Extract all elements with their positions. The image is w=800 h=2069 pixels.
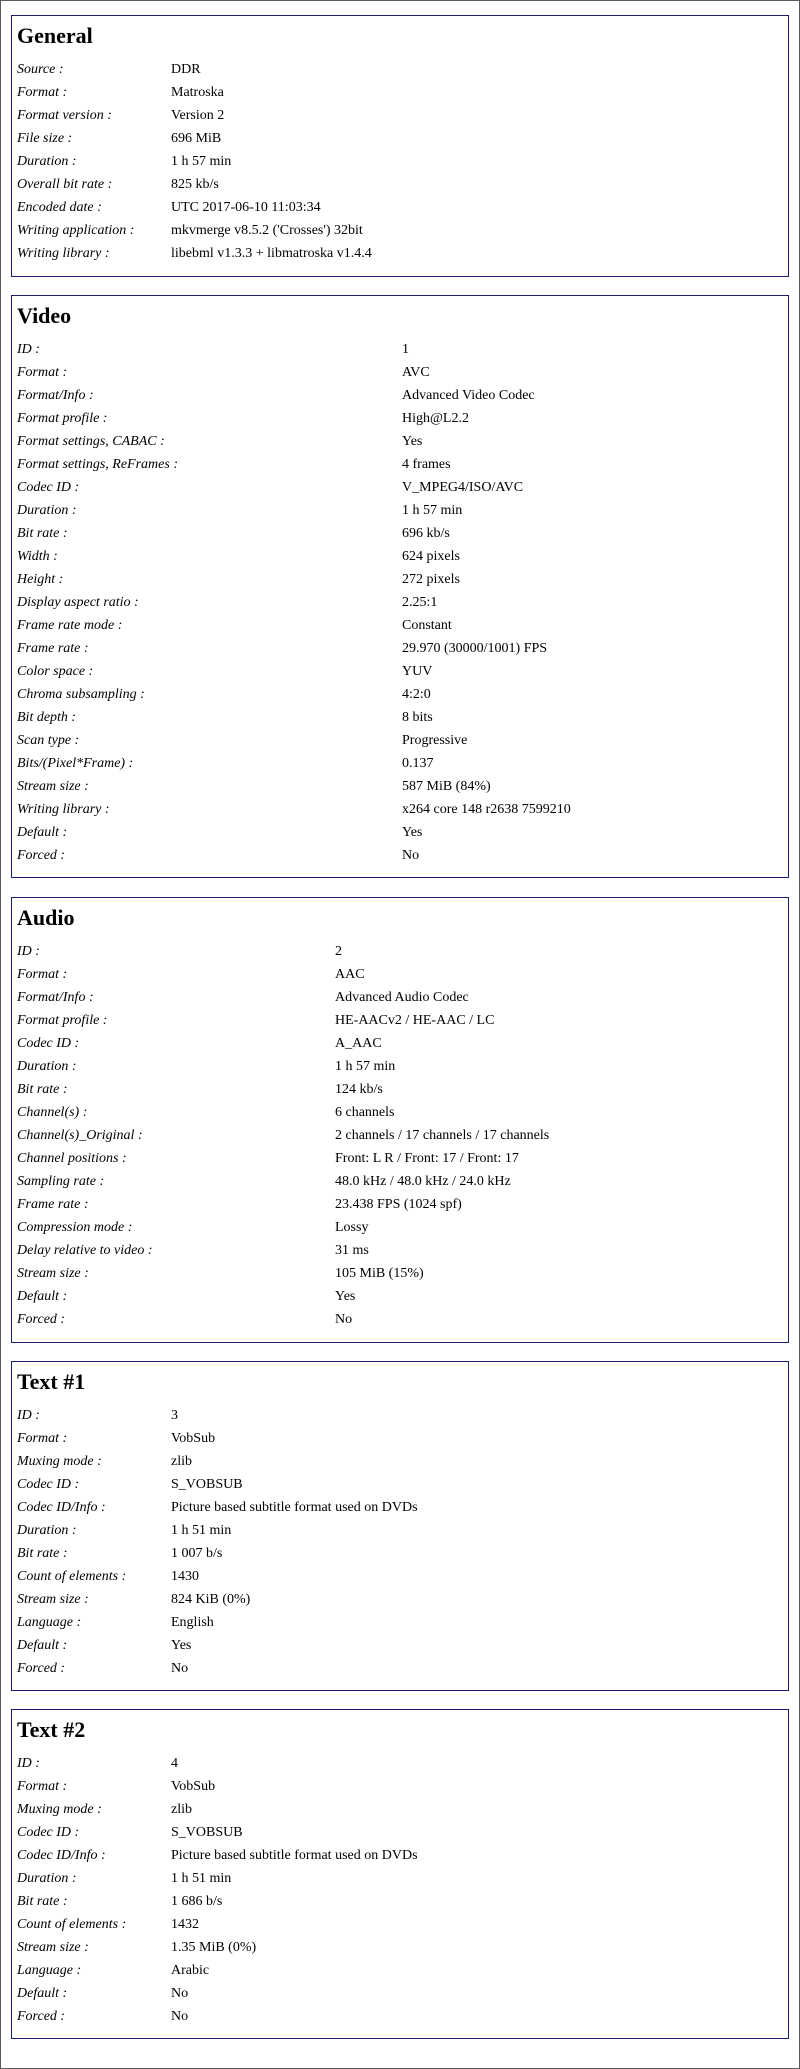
info-table [17,1752,782,2028]
table-row [17,1588,782,1611]
field-label: Bits/(Pixel*Frame) : [17,756,134,771]
table-row [17,775,782,798]
field-value: 824 KiB (0%) [171,1592,251,1607]
field-value: 825 kb/s [171,177,219,192]
field-label: Encoded date : [17,200,102,215]
field-label: Bit rate : [17,526,68,541]
field-value: 2 [335,944,342,959]
field-label: Writing library : [17,246,110,261]
field-value: Constant [402,618,452,633]
field-value: Yes [402,434,423,449]
field-value: Progressive [402,733,468,748]
field-label: ID : [17,1756,40,1771]
section-general [11,15,789,277]
table-row [17,844,782,867]
field-value: 1432 [171,1917,199,1932]
field-value: 48.0 kHz / 48.0 kHz / 24.0 kHz [335,1174,511,1189]
field-value: libebml v1.3.3 + libmatroska v1.4.4 [171,246,372,261]
field-label: Duration : [17,1523,77,1538]
field-label: Sampling rate : [17,1174,105,1189]
section-audio [11,897,789,1343]
table-row [17,384,782,407]
field-value: 1 [402,342,409,357]
table-row [17,1752,782,1775]
field-label: Bit rate : [17,1082,68,1097]
table-row [17,1821,782,1844]
field-value: 0.137 [402,756,434,771]
field-value: Matroska [171,85,224,100]
table-row [17,1101,782,1124]
field-value: 1 h 57 min [335,1059,396,1074]
field-label: Stream size : [17,1266,89,1281]
field-label: Forced : [17,848,66,863]
table-row [17,683,782,706]
section-text-2 [11,1709,789,2039]
field-label: Width : [17,549,58,564]
table-row [17,1239,782,1262]
field-label: Height : [17,572,64,587]
table-row [17,1542,782,1565]
table-row [17,1473,782,1496]
table-row [17,173,782,196]
table-row [17,407,782,430]
field-label: Format : [17,1431,68,1446]
table-row [17,1450,782,1473]
field-label: Default : [17,1289,68,1304]
field-value: HE-AACv2 / HE-AAC / LC [335,1013,495,1028]
field-label: Format : [17,967,68,982]
table-row [17,1404,782,1427]
table-row [17,1078,782,1101]
field-label: Writing application : [17,223,135,238]
table-row [17,1611,782,1634]
info-table [17,1404,782,1680]
field-label: Compression mode : [17,1220,133,1235]
field-label: Duration : [17,1059,77,1074]
field-label: Frame rate mode : [17,618,123,633]
field-label: Scan type : [17,733,80,748]
field-label: Forced : [17,2009,66,2024]
table-row [17,1982,782,2005]
table-row [17,453,782,476]
field-label: Format : [17,1779,68,1794]
section-title: Audio [17,905,75,930]
field-label: Duration : [17,154,77,169]
table-row [17,1775,782,1798]
field-value: 624 pixels [402,549,460,564]
table-row [17,568,782,591]
field-value: Front: L R / Front: 17 / Front: 17 [335,1151,519,1166]
field-value: No [335,1312,353,1327]
field-value: Lossy [335,1220,369,1235]
field-value: VobSub [171,1431,216,1446]
table-row [17,1798,782,1821]
field-label: Format profile : [17,411,108,426]
field-label: Muxing mode : [17,1802,102,1817]
field-value: Yes [402,825,423,840]
table-row [17,706,782,729]
field-value: No [171,1661,189,1676]
table-row [17,1913,782,1936]
field-value: No [402,848,420,863]
field-label: Duration : [17,1871,77,1886]
field-label: Channel positions : [17,1151,127,1166]
field-value: 587 MiB (84%) [402,779,491,794]
table-row [17,1032,782,1055]
field-label: Bit rate : [17,1546,68,1561]
field-label: Language : [17,1615,82,1630]
field-label: Duration : [17,503,77,518]
field-value: 1.35 MiB (0%) [171,1940,257,1955]
table-row [17,361,782,384]
field-label: Channel(s) : [17,1105,88,1120]
table-row [17,798,782,821]
table-row [17,614,782,637]
section-title: Text #1 [17,1369,86,1394]
table-row [17,545,782,568]
field-label: Format : [17,85,68,100]
table-row [17,752,782,775]
table-row [17,1565,782,1588]
field-value: 696 MiB [171,131,222,146]
table-row [17,1170,782,1193]
field-label: Forced : [17,1312,66,1327]
section-title: General [17,23,93,48]
table-row [17,1519,782,1542]
field-value: S_VOBSUB [171,1825,243,1840]
field-value: Arabic [171,1963,210,1978]
field-value: Picture based subtitle format used on DVDs [171,1848,418,1863]
table-row [17,591,782,614]
field-label: Display aspect ratio : [17,595,139,610]
field-value: UTC 2017-06-10 11:03:34 [171,200,321,215]
table-row [17,729,782,752]
field-label: Format/Info : [17,388,94,403]
table-row [17,522,782,545]
field-value: Advanced Audio Codec [335,990,469,1005]
field-label: Bit depth : [17,710,77,725]
field-value: YUV [402,664,433,679]
field-label: Forced : [17,1661,66,1676]
field-label: Stream size : [17,1940,89,1955]
section-video [11,295,789,878]
field-value: 29.970 (30000/1001) FPS [402,641,548,656]
field-value: 696 kb/s [402,526,450,541]
table-row [17,1055,782,1078]
field-label: Count of elements : [17,1917,127,1932]
field-value: 272 pixels [402,572,460,587]
field-value: Advanced Video Codec [402,388,535,403]
field-label: Codec ID : [17,1825,80,1840]
field-value: No [171,2009,189,2024]
table-row [17,1890,782,1913]
field-value: 1 h 57 min [402,503,463,518]
table-row [17,1285,782,1308]
field-label: Bit rate : [17,1894,68,1909]
field-label: Format settings, CABAC : [17,434,165,449]
field-label: Source : [17,62,64,77]
field-value: English [171,1615,214,1630]
field-value: Version 2 [171,108,225,123]
field-label: Writing library : [17,802,110,817]
table-row [17,1308,782,1331]
table-row [17,430,782,453]
field-value: zlib [171,1802,192,1817]
field-value: mkvmerge v8.5.2 ('Crosses') 32bit [171,223,363,238]
field-value: 1430 [171,1569,199,1584]
info-table [17,58,782,265]
field-value: 1 007 b/s [171,1546,223,1561]
field-value: zlib [171,1454,192,1469]
section-title: Text #2 [17,1717,86,1742]
section-title: Video [17,303,72,328]
field-value: V_MPEG4/ISO/AVC [402,480,524,495]
field-value: 1 h 57 min [171,154,232,169]
field-label: ID : [17,342,40,357]
table-row [17,476,782,499]
field-label: Format version : [17,108,112,123]
table-row [17,58,782,81]
field-label: Chroma subsampling : [17,687,145,702]
field-label: Codec ID : [17,1036,80,1051]
field-value: 2 channels / 17 channels / 17 channels [335,1128,550,1143]
table-row [17,1657,782,1680]
field-label: Delay relative to video : [17,1243,153,1258]
field-value: DDR [171,62,201,77]
table-row [17,1844,782,1867]
field-label: Color space : [17,664,94,679]
field-label: Language : [17,1963,82,1978]
field-value: x264 core 148 r2638 7599210 [402,802,571,817]
field-value: Picture based subtitle format used on DVDs [171,1500,418,1515]
table-row [17,1216,782,1239]
field-value: 4 [171,1756,178,1771]
field-value: 3 [171,1408,178,1423]
table-row [17,1262,782,1285]
field-value: 1 686 b/s [171,1894,223,1909]
table-row [17,963,782,986]
table-row [17,196,782,219]
field-value: 6 channels [335,1105,395,1120]
field-label: Codec ID : [17,1477,80,1492]
table-row [17,1634,782,1657]
table-row [17,81,782,104]
table-row [17,821,782,844]
field-label: Codec ID/Info : [17,1848,106,1863]
field-value: 31 ms [335,1243,369,1258]
table-row [17,1959,782,1982]
field-label: ID : [17,1408,40,1423]
table-row [17,219,782,242]
table-row [17,1427,782,1450]
table-row [17,1936,782,1959]
table-row [17,986,782,1009]
field-value: Yes [171,1638,192,1653]
field-label: Default : [17,1638,68,1653]
field-label: Format : [17,365,68,380]
field-value: No [171,1986,189,2001]
table-row [17,1193,782,1216]
table-row [17,150,782,173]
table-row [17,660,782,683]
table-row [17,2005,782,2028]
field-label: Frame rate : [17,641,89,656]
field-value: 124 kb/s [335,1082,383,1097]
field-value: AAC [335,967,365,982]
section-text-1 [11,1361,789,1691]
field-value: Yes [335,1289,356,1304]
field-label: Default : [17,1986,68,2001]
field-label: Frame rate : [17,1197,89,1212]
field-label: Overall bit rate : [17,177,113,192]
table-row [17,127,782,150]
table-row [17,940,782,963]
field-label: Format/Info : [17,990,94,1005]
table-row [17,1867,782,1890]
field-label: Codec ID : [17,480,80,495]
table-row [17,1124,782,1147]
field-label: ID : [17,944,40,959]
field-value: 8 bits [402,710,433,725]
table-row [17,338,782,361]
field-label: Format profile : [17,1013,108,1028]
field-value: 23.438 FPS (1024 spf) [335,1197,462,1212]
field-value: 1 h 51 min [171,1871,232,1886]
table-row [17,637,782,660]
field-label: Stream size : [17,1592,89,1607]
table-row [17,104,782,127]
info-table [17,338,782,867]
field-label: Format settings, ReFrames : [17,457,178,472]
field-value: AVC [402,365,430,380]
field-label: Codec ID/Info : [17,1500,106,1515]
field-label: Muxing mode : [17,1454,102,1469]
field-label: Stream size : [17,779,89,794]
field-value: 105 MiB (15%) [335,1266,424,1281]
field-value: A_AAC [335,1036,382,1051]
field-label: Count of elements : [17,1569,127,1584]
table-row [17,1496,782,1519]
field-value: 4 frames [402,457,451,472]
table-row [17,499,782,522]
field-value: VobSub [171,1779,216,1794]
field-value: 1 h 51 min [171,1523,232,1538]
table-row [17,242,782,265]
field-value: 4:2:0 [402,687,431,702]
field-value: 2.25:1 [402,595,438,610]
field-label: Default : [17,825,68,840]
field-value: S_VOBSUB [171,1477,243,1492]
field-label: File size : [17,131,73,146]
info-table [17,940,782,1331]
field-value: High@L2.2 [402,411,469,426]
field-label: Channel(s)_Original : [17,1128,143,1143]
table-row [17,1009,782,1032]
table-row [17,1147,782,1170]
